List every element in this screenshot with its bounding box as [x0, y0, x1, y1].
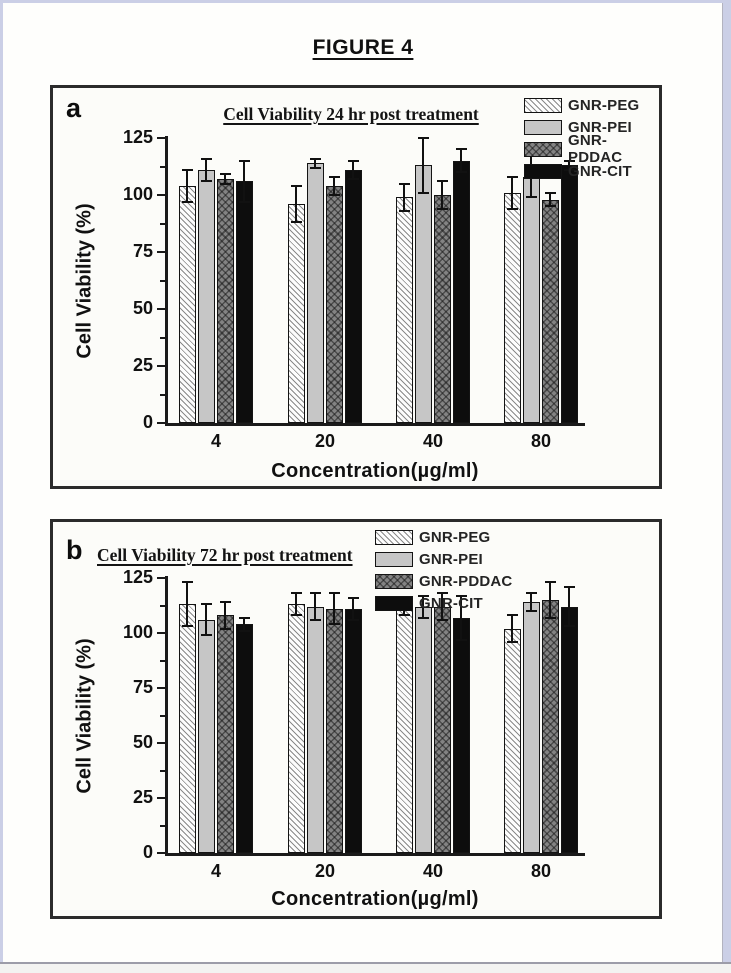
error-bar-cap-bottom: [329, 623, 340, 625]
legend-swatch-gnr-cit: [524, 164, 562, 179]
x-axis-line: [165, 423, 585, 426]
bar-gnr-peg-20: [288, 204, 305, 423]
legend-item: [524, 94, 659, 116]
legend: [524, 94, 659, 182]
error-bar-cap-top: [348, 597, 359, 599]
y-major-tick: [157, 742, 165, 744]
error-bar-cap-top: [310, 592, 321, 594]
error-bar-cap-bottom: [310, 619, 321, 621]
legend-label: GNR-PEI: [419, 550, 483, 568]
legend-swatch-gnr-peg: [524, 98, 562, 113]
error-bar-line: [422, 138, 424, 193]
panel-a-y-axis-title: Cell Viability (%): [73, 203, 96, 359]
y-tick-label: 100: [122, 622, 153, 642]
y-minor-tick: [160, 394, 165, 396]
y-major-tick: [157, 137, 165, 139]
error-bar-cap-bottom: [201, 634, 212, 636]
y-major-tick: [157, 797, 165, 799]
bar-gnr-cit-4: [236, 624, 253, 853]
error-bar-line: [224, 602, 226, 628]
error-bar-cap-bottom: [526, 610, 537, 612]
legend-label: GNR-CIT: [419, 594, 483, 612]
y-minor-tick: [160, 166, 165, 168]
error-bar-line: [186, 582, 188, 626]
y-tick-label: 0: [142, 412, 153, 432]
page-boundary: [0, 962, 731, 973]
y-major-tick: [157, 632, 165, 634]
panel-a-label: a: [66, 93, 82, 123]
legend-item: [375, 526, 512, 548]
error-bar-line: [511, 177, 513, 209]
error-bar-cap-bottom: [182, 201, 193, 203]
legend-item: [375, 592, 512, 614]
error-bar-cap-bottom: [526, 196, 537, 198]
y-tick-label: 100: [122, 184, 153, 204]
y-minor-tick: [160, 715, 165, 717]
bar-gnr-pddac-20: [326, 609, 343, 853]
error-bar-cap-top: [182, 169, 193, 171]
bar-gnr-pei-40: [415, 165, 432, 423]
x-tick-label: 40: [422, 861, 444, 881]
error-bar-cap-top: [291, 185, 302, 187]
error-bar-cap-bottom: [545, 617, 556, 619]
error-bar-cap-bottom: [220, 183, 231, 185]
y-major-tick: [157, 422, 165, 424]
error-bar-cap-bottom: [456, 639, 467, 641]
error-bar-line: [352, 161, 354, 179]
x-axis-line: [165, 853, 585, 856]
bar-gnr-peg-40: [396, 607, 413, 853]
error-bar-cap-top: [291, 592, 302, 594]
error-bar-cap-top: [545, 581, 556, 583]
error-bar-cap-top: [399, 183, 410, 185]
bar-gnr-pddac-80: [542, 200, 559, 423]
bar-gnr-pddac-20: [326, 186, 343, 423]
legend-label: GNR-PEI: [568, 118, 632, 136]
bar-gnr-pddac-40: [434, 195, 451, 423]
y-major-tick: [157, 308, 165, 310]
y-tick-label: 50: [132, 298, 153, 318]
bar-gnr-pddac-40: [434, 607, 451, 853]
error-bar-cap-bottom: [399, 614, 410, 616]
error-bar-cap-bottom: [545, 205, 556, 207]
y-tick-label: 125: [122, 567, 153, 587]
error-bar-cap-bottom: [437, 208, 448, 210]
error-bar-cap-bottom: [239, 630, 250, 632]
error-bar-cap-top: [564, 586, 575, 588]
bar-gnr-cit-20: [345, 170, 362, 423]
y-minor-tick: [160, 660, 165, 662]
bar-gnr-pddac-4: [217, 615, 234, 853]
error-bar-cap-top: [329, 176, 340, 178]
bar-gnr-cit-4: [236, 181, 253, 423]
y-tick-label: 0: [142, 842, 153, 862]
error-bar-cap-top: [310, 158, 321, 160]
error-bar-cap-bottom: [418, 192, 429, 194]
panel-b-y-axis-title: Cell Viability (%): [73, 638, 96, 794]
error-bar-line: [295, 186, 297, 222]
error-bar-cap-top: [239, 617, 250, 619]
error-bar-line: [186, 170, 188, 202]
x-tick-label: 40: [422, 431, 444, 451]
y-tick-label: 50: [132, 732, 153, 752]
error-bar-line: [205, 604, 207, 635]
error-bar-cap-top: [182, 581, 193, 583]
bar-gnr-pei-20: [307, 163, 324, 423]
y-major-tick: [157, 852, 165, 854]
y-major-tick: [157, 687, 165, 689]
panel-a-chart-box: [50, 85, 662, 489]
bar-gnr-pei-4: [198, 620, 215, 853]
error-bar-line: [352, 598, 354, 620]
legend-label: GNR-CIT: [568, 162, 632, 180]
bar-gnr-pei-4: [198, 170, 215, 423]
y-axis-line: [165, 136, 168, 425]
error-bar-cap-bottom: [201, 180, 212, 182]
error-bar-line: [441, 181, 443, 208]
bar-gnr-pddac-80: [542, 600, 559, 853]
y-minor-tick: [160, 605, 165, 607]
legend-swatch-gnr-pddac: [375, 574, 413, 589]
y-minor-tick: [160, 825, 165, 827]
bar-gnr-peg-40: [396, 197, 413, 423]
legend-item: [375, 570, 512, 592]
y-major-tick: [157, 194, 165, 196]
bar-gnr-cit-20: [345, 609, 362, 853]
figure-title: FIGURE 4: [312, 36, 414, 59]
panel-a-x-axis-title: Concentration(µg/ml): [271, 460, 479, 482]
y-tick-label: 75: [132, 241, 153, 261]
y-minor-tick: [160, 280, 165, 282]
error-bar-line: [403, 184, 405, 211]
error-bar-cap-top: [526, 592, 537, 594]
y-minor-tick: [160, 223, 165, 225]
legend-item: [375, 548, 512, 570]
error-bar-cap-bottom: [456, 171, 467, 173]
error-bar-cap-bottom: [291, 221, 302, 223]
bar-gnr-peg-80: [504, 629, 521, 853]
legend-item: [524, 132, 659, 166]
error-bar-cap-top: [507, 614, 518, 616]
legend-swatch-gnr-peg: [375, 530, 413, 545]
legend-swatch-gnr-pddac: [524, 142, 562, 157]
error-bar-line: [314, 593, 316, 619]
error-bar-cap-bottom: [418, 617, 429, 619]
y-minor-tick: [160, 337, 165, 339]
bar-gnr-cit-40: [453, 618, 470, 853]
y-major-tick: [157, 577, 165, 579]
error-bar-line: [460, 149, 462, 172]
y-major-tick: [157, 365, 165, 367]
error-bar-cap-bottom: [220, 628, 231, 630]
error-bar-cap-bottom: [564, 625, 575, 627]
bar-gnr-cit-80: [561, 165, 578, 423]
error-bar-cap-bottom: [182, 625, 193, 627]
y-tick-label: 75: [132, 677, 153, 697]
panel-b-label: b: [66, 535, 83, 565]
panel-b-chart-title: Cell Viability 72 hr post treatment: [97, 545, 353, 565]
y-tick-label: 125: [122, 127, 153, 147]
error-bar-cap-bottom: [239, 201, 250, 203]
bar-gnr-peg-20: [288, 604, 305, 853]
error-bar-cap-top: [329, 592, 340, 594]
legend-label: GNR-PEG: [419, 528, 491, 546]
error-bar-cap-top: [545, 192, 556, 194]
error-bar-line: [205, 159, 207, 182]
legend-swatch-gnr-cit: [375, 596, 413, 611]
error-bar-cap-bottom: [329, 194, 340, 196]
x-tick-label: 4: [210, 431, 221, 451]
legend-swatch-gnr-pei: [524, 120, 562, 135]
x-tick-label: 80: [530, 861, 552, 881]
legend-label: GNR-PDDAC: [419, 572, 513, 590]
error-bar-cap-top: [201, 158, 212, 160]
error-bar-cap-bottom: [291, 614, 302, 616]
error-bar-cap-top: [507, 176, 518, 178]
error-bar-cap-top: [220, 173, 231, 175]
y-major-tick: [157, 251, 165, 253]
bar-gnr-cit-40: [453, 161, 470, 423]
legend-label: GNR-PDDAC: [568, 132, 623, 166]
y-tick-label: 25: [132, 787, 153, 807]
bar-gnr-cit-80: [561, 607, 578, 853]
error-bar-line: [549, 193, 551, 207]
error-bar-line: [511, 615, 513, 641]
error-bar-line: [243, 161, 245, 202]
bar-gnr-pei-80: [523, 602, 540, 853]
error-bar-cap-top: [239, 160, 250, 162]
legend: [375, 526, 512, 614]
x-tick-label: 20: [314, 861, 336, 881]
x-tick-label: 80: [530, 431, 552, 451]
error-bar-cap-bottom: [507, 641, 518, 643]
error-bar-cap-top: [348, 160, 359, 162]
bar-gnr-pddac-4: [217, 179, 234, 423]
error-bar-cap-bottom: [310, 167, 321, 169]
error-bar-line: [333, 593, 335, 624]
bar-gnr-pei-20: [307, 607, 324, 853]
y-tick-label: 25: [132, 355, 153, 375]
error-bar-cap-top: [201, 603, 212, 605]
error-bar-cap-bottom: [348, 619, 359, 621]
x-tick-label: 4: [210, 861, 221, 881]
error-bar-cap-top: [418, 137, 429, 139]
bar-gnr-peg-80: [504, 193, 521, 423]
panel-b-x-axis-title: Concentration(µg/ml): [271, 888, 479, 910]
legend-swatch-gnr-pei: [375, 552, 413, 567]
y-axis-line: [165, 576, 168, 855]
bar-gnr-pei-40: [415, 607, 432, 853]
error-bar-line: [333, 177, 335, 195]
error-bar-cap-top: [220, 601, 231, 603]
error-bar-cap-top: [437, 180, 448, 182]
panel-a-chart-title: Cell Viability 24 hr post treatment: [223, 104, 479, 124]
y-minor-tick: [160, 770, 165, 772]
legend-label: GNR-PEG: [568, 96, 640, 114]
bar-gnr-peg-4: [179, 604, 196, 853]
error-bar-line: [295, 593, 297, 615]
error-bar-cap-bottom: [399, 210, 410, 212]
x-tick-label: 20: [314, 431, 336, 451]
error-bar-line: [549, 582, 551, 617]
error-bar-cap-bottom: [348, 178, 359, 180]
error-bar-line: [243, 618, 245, 631]
error-bar-cap-bottom: [437, 619, 448, 621]
error-bar-cap-bottom: [507, 208, 518, 210]
error-bar-line: [568, 587, 570, 627]
bar-gnr-peg-4: [179, 186, 196, 423]
error-bar-cap-top: [456, 148, 467, 150]
bar-gnr-pei-80: [523, 177, 540, 423]
error-bar-line: [530, 593, 532, 611]
paper-page: [3, 3, 723, 962]
panel-b-chart-box: [50, 519, 662, 919]
